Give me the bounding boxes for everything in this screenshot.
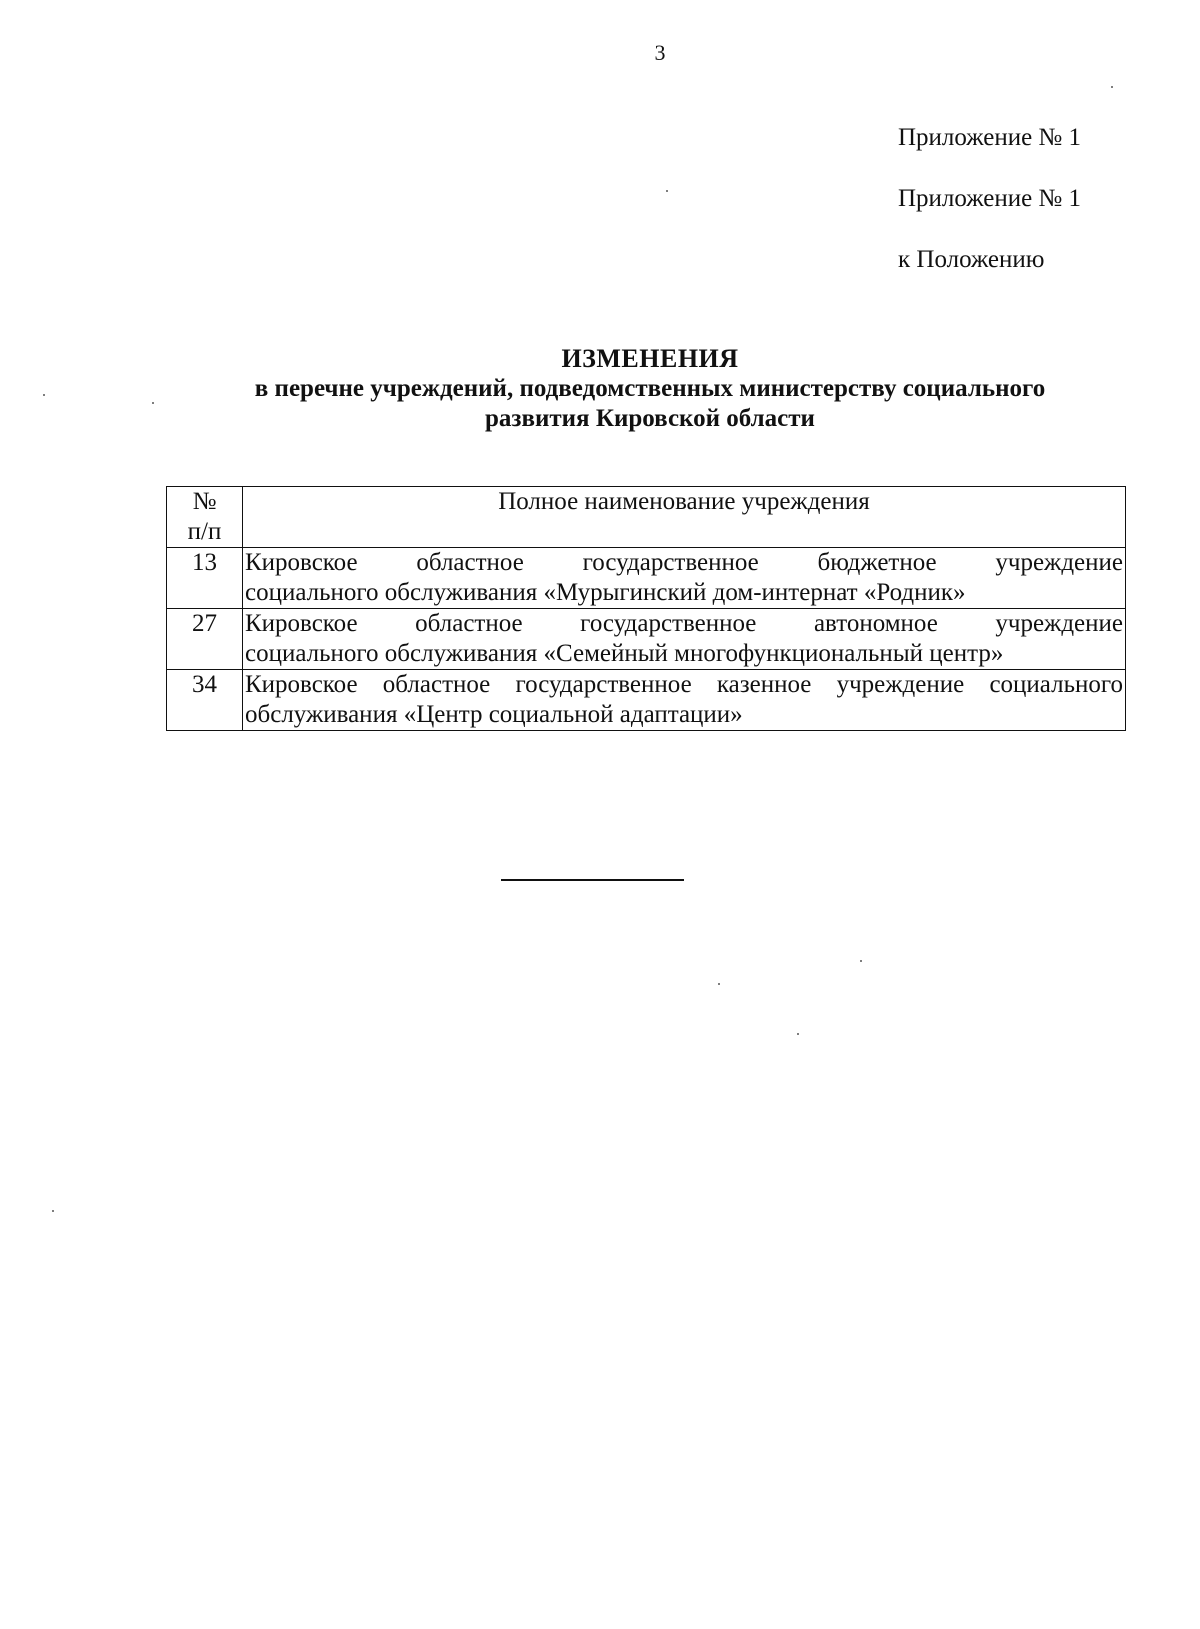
header-name: Полное наименование учреждения <box>243 487 1126 548</box>
scan-speck <box>1111 86 1113 88</box>
page-number: 3 <box>654 40 666 65</box>
table-row <box>167 548 1126 609</box>
row-number: 13 <box>167 548 243 609</box>
row-name-line-2: социального обслуживания «Семейный многофункциональный центр» <box>245 640 1004 667</box>
scan-speck <box>666 190 668 192</box>
appendix-line-3: к Положению <box>898 246 1045 273</box>
scan-speck <box>43 394 45 396</box>
document-title <box>160 344 1140 434</box>
row-name-line-1: Кировское областное государственное казенное учреждение социального <box>245 671 1123 698</box>
row-name-line-2: обслуживания «Центр социальной адаптации» <box>245 701 743 728</box>
table-header-row <box>167 487 1126 548</box>
appendix-line-2: Приложение № 1 <box>898 185 1082 212</box>
row-name <box>243 609 1126 670</box>
end-separator-line <box>501 879 684 881</box>
row-name <box>243 670 1126 731</box>
table-row <box>167 609 1126 670</box>
title-subtitle-line-2: развития Кировской области <box>485 405 815 432</box>
scan-speck <box>52 1210 54 1212</box>
row-number: 34 <box>167 670 243 731</box>
header-number-abbr: п/п <box>187 518 222 545</box>
scan-speck <box>797 1033 799 1035</box>
row-number: 27 <box>167 609 243 670</box>
header-number <box>167 487 243 548</box>
row-name-line-1: Кировское областное государственное автономное учреждение <box>245 610 1123 637</box>
table-row <box>167 670 1126 731</box>
scan-speck <box>860 960 862 962</box>
row-name-line-2: социального обслуживания «Мурыгинский дом-интернат «Родник» <box>245 579 966 606</box>
title-main: ИЗМЕНЕНИЯ <box>561 344 739 373</box>
appendix-line-1: Приложение № 1 <box>898 124 1082 151</box>
row-name-line-1: Кировское областное государственное бюджетное учреждение <box>245 549 1123 576</box>
scan-speck <box>718 983 720 985</box>
row-name <box>243 548 1126 609</box>
title-subtitle-line-1: в перечне учреждений, подведомственных министерству социального <box>254 375 1046 402</box>
institutions-table <box>166 486 1126 731</box>
header-number-symbol: № <box>192 488 217 515</box>
scan-speck <box>152 402 154 404</box>
